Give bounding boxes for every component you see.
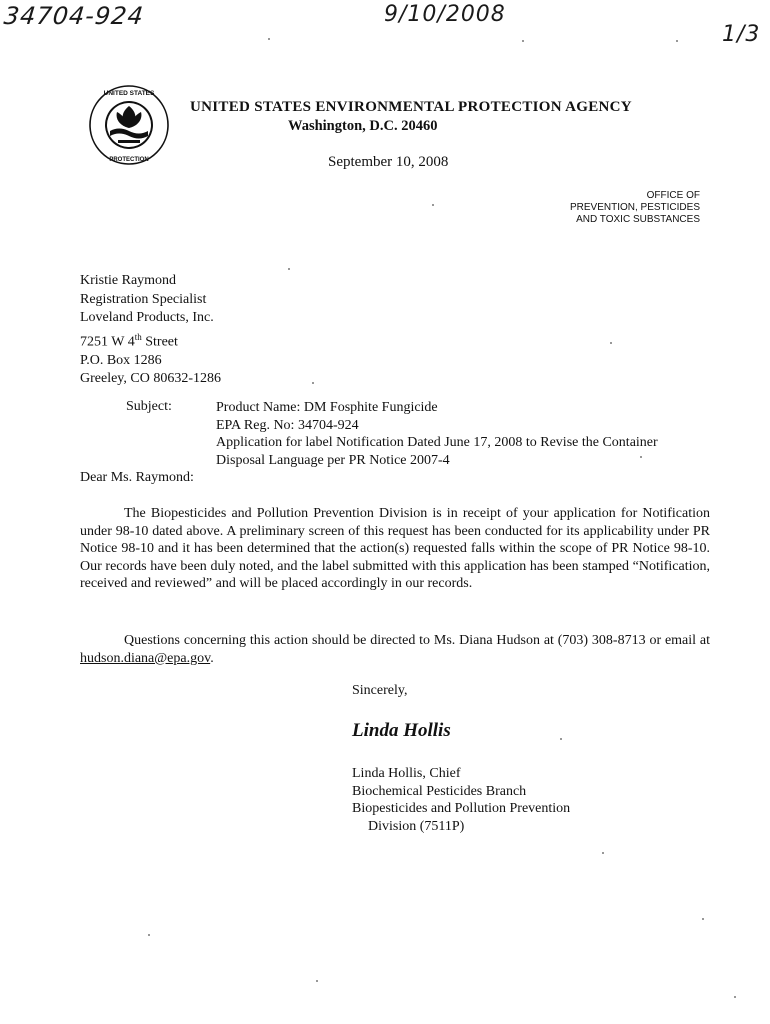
subject-lines bbox=[216, 399, 658, 469]
subject-line: Application for label Notification Dated June 17, 2008 to Revise the Container bbox=[216, 435, 658, 450]
scan-speck bbox=[316, 980, 318, 982]
street-number: 7251 W 4 bbox=[80, 334, 135, 350]
agency-name: UNITED STATES ENVIRONMENTAL PROTECTION AGENCY bbox=[190, 99, 632, 115]
signature: Linda Hollis bbox=[352, 720, 451, 741]
paragraph-2-end: . bbox=[210, 650, 214, 666]
salutation: Dear Ms. Raymond: bbox=[80, 470, 194, 485]
street-ordinal: th bbox=[134, 331, 142, 342]
scan-speck bbox=[610, 342, 612, 344]
recipient-title: Registration Specialist bbox=[80, 291, 207, 307]
office-line: AND TOXIC SUBSTANCES bbox=[576, 214, 700, 225]
valediction: Sincerely, bbox=[352, 683, 408, 698]
recipient-company: Loveland Products, Inc. bbox=[80, 310, 214, 325]
signature-block bbox=[352, 765, 570, 835]
agency-city: Washington, D.C. 20460 bbox=[288, 118, 438, 134]
epa-seal-logo bbox=[88, 84, 170, 166]
office-block bbox=[540, 190, 700, 226]
subject-line: EPA Reg. No: 34704-924 bbox=[216, 417, 359, 433]
letter-date: September 10, 2008 bbox=[328, 154, 449, 170]
scan-speck bbox=[312, 382, 314, 384]
street-name: Street bbox=[141, 334, 178, 350]
recipient-po-box: P.O. Box 1286 bbox=[80, 352, 162, 368]
scan-speck bbox=[288, 268, 290, 270]
scan-speck bbox=[560, 738, 562, 740]
handwritten-page-count: 1/3 bbox=[722, 22, 761, 47]
recipient-name: Kristie Raymond bbox=[80, 273, 177, 288]
email-link[interactable]: hudson.diana@epa.gov bbox=[80, 650, 211, 666]
scan-speck bbox=[432, 204, 434, 206]
scan-speck bbox=[676, 40, 678, 42]
signer-division-code: Division (7511P) bbox=[368, 818, 465, 834]
recipient-address bbox=[80, 272, 221, 389]
scan-speck bbox=[148, 934, 150, 936]
subject-line: Product Name: DM Fosphite Fungicide bbox=[216, 400, 438, 415]
subject-line: Disposal Language per PR Notice 2007-4 bbox=[216, 452, 450, 468]
office-line: OFFICE OF bbox=[646, 190, 700, 201]
signer-branch: Biochemical Pesticides Branch bbox=[352, 783, 527, 799]
signer-name-title: Linda Hollis, Chief bbox=[352, 766, 461, 781]
paragraph-1-text: The Biopesticides and Pollution Prevention Division is in receipt of your application for Notification under 98-10 dated above. A preliminary screen of this request has been conducted for its applicability under PR Notice 98-10 and it has been determined that the action(s) requested falls within the scope of PR Notice 98-10. Our records have been duly noted, and the label submitted with this application has been stamped “Notification, received and reviewed” and will be placed accordingly in our records. bbox=[80, 506, 710, 591]
handwritten-reg-number: 34704-924 bbox=[2, 2, 146, 30]
recipient-street bbox=[80, 328, 221, 352]
office-line: PREVENTION, PESTICIDES bbox=[569, 202, 700, 213]
body-paragraph-1 bbox=[80, 505, 710, 593]
svg-text:PROTECTION: PROTECTION bbox=[109, 157, 149, 163]
scan-speck bbox=[640, 456, 642, 458]
scan-speck bbox=[522, 40, 524, 42]
recipient-city-state-zip: Greeley, CO 80632-1286 bbox=[80, 371, 222, 387]
handwritten-date: 9/10/2008 bbox=[384, 2, 506, 27]
body-paragraph-2 bbox=[80, 632, 710, 667]
subject-label: Subject: bbox=[126, 399, 172, 414]
scan-speck bbox=[268, 38, 270, 40]
svg-text:UNITED STATES: UNITED STATES bbox=[103, 90, 155, 97]
paragraph-2-text: Questions concerning this action should be directed to Ms. Diana Hudson at (703) 308-8713 or email at bbox=[124, 633, 710, 648]
signer-division: Biopesticides and Pollution Prevention bbox=[352, 801, 571, 816]
scan-speck bbox=[702, 918, 704, 920]
scan-speck bbox=[734, 996, 736, 998]
scan-speck bbox=[602, 852, 604, 854]
